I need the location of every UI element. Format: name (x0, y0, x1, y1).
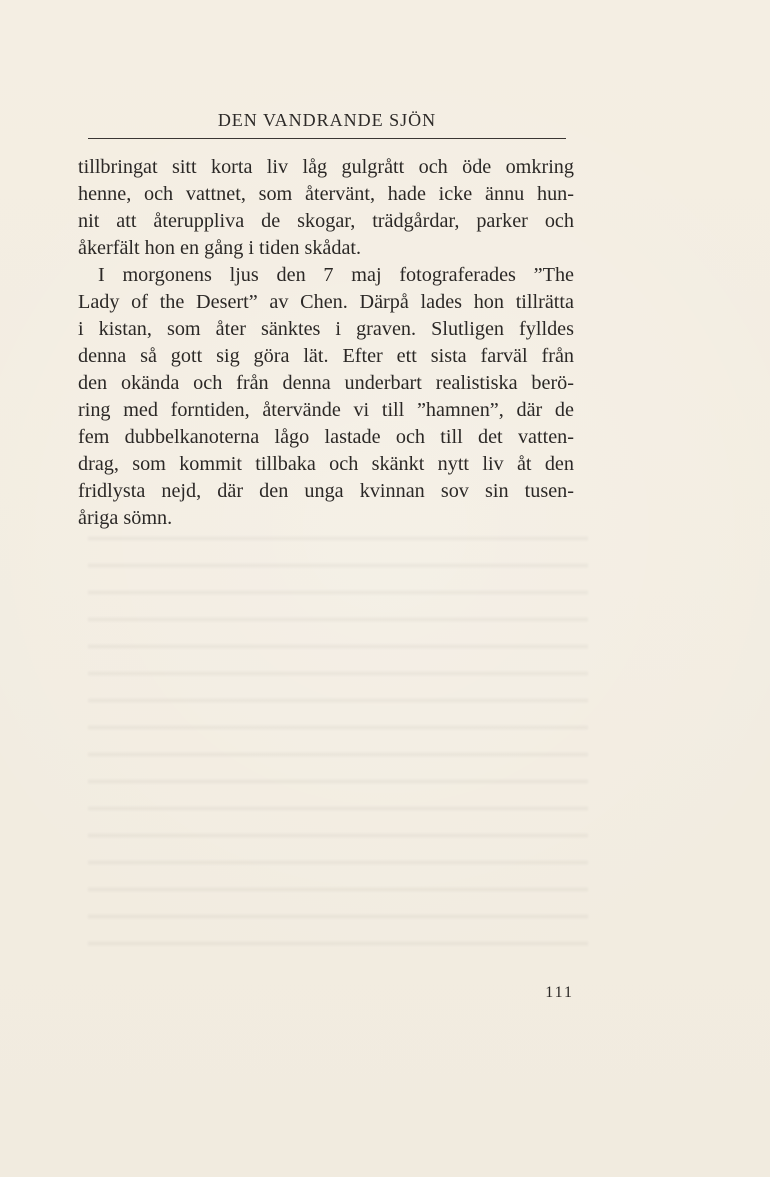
body-text (78, 154, 574, 532)
page-number: 111 (545, 984, 574, 1001)
text-line-14: åriga sömn. (78, 507, 173, 529)
text-line-2: henne, och vattnet, som återvänt, hade icke ännu hun- (78, 183, 574, 205)
running-header: DEN VANDRANDE SJÖN (217, 110, 437, 130)
text-line-1: tillbringat sitt korta liv låg gulgrått och öde omkring (78, 156, 574, 178)
text-line-12: drag, som kommit tillbaka och skänkt nytt liv åt den (78, 453, 574, 475)
show-through-text-texture (88, 520, 588, 960)
text-line-13: fridlysta nejd, där den unga kvinnan sov sin tusen- (78, 480, 574, 502)
header-rule (88, 138, 566, 139)
text-line-3: nit att återuppliva de skogar, trädgårdar, parker och (78, 210, 574, 232)
text-line-6: Lady of the Desert” av Chen. Därpå lades hon tillrätta (78, 291, 574, 313)
text-line-8: denna så gott sig göra lät. Efter ett sista farväl från (78, 345, 574, 367)
text-line-4: åkerfält hon en gång i tiden skådat. (78, 237, 362, 259)
text-line-5: I morgonens ljus den 7 maj fotograferades ”The (98, 264, 574, 286)
text-line-9: den okända och från denna underbart realistiska berö- (78, 372, 574, 394)
text-line-7: i kistan, som åter sänktes i graven. Slutligen fylldes (78, 318, 574, 340)
text-line-11: fem dubbelkanoterna lågo lastade och till det vatten- (78, 426, 574, 448)
text-line-10: ring med forntiden, återvände vi till ”hamnen”, där de (78, 399, 574, 421)
